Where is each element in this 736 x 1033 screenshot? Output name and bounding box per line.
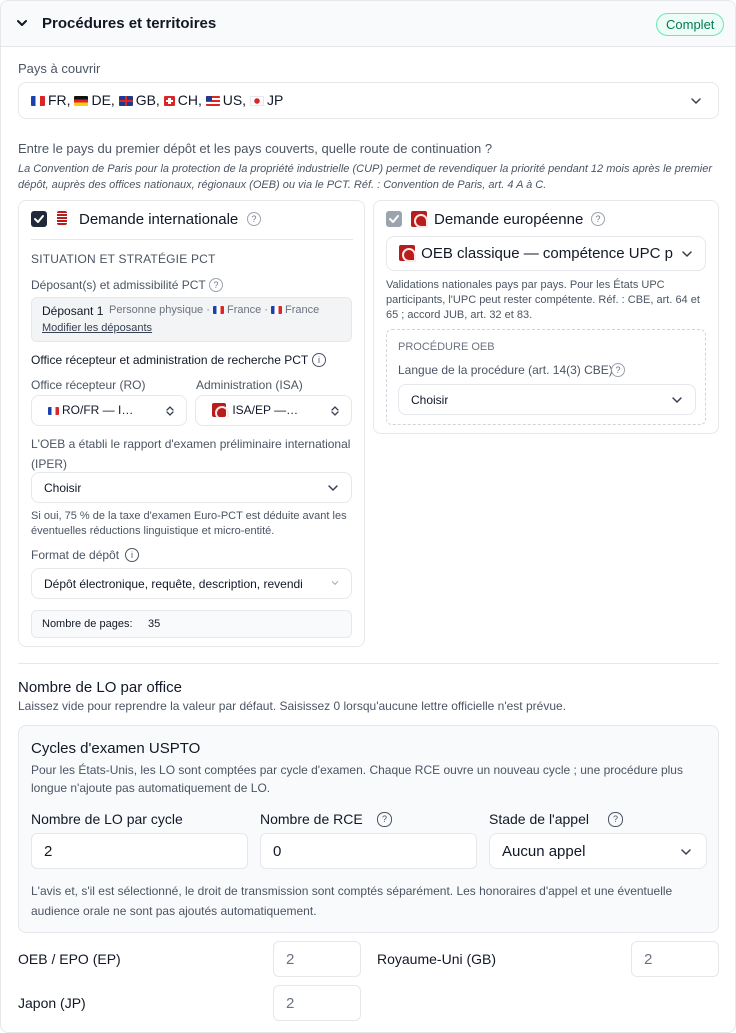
ro-label: Office récepteur (RO) bbox=[31, 378, 146, 392]
pages-value[interactable]: 35 bbox=[148, 618, 161, 630]
lang-value: Choisir bbox=[411, 393, 449, 407]
updown-icon bbox=[164, 405, 176, 417]
wipo-icon bbox=[57, 211, 67, 225]
pct-card bbox=[18, 200, 365, 647]
per-cycle-input[interactable] bbox=[31, 833, 248, 869]
appeal-label: Stade de l'appel bbox=[489, 811, 589, 827]
office-gb-label: Royaume-Uni (GB) bbox=[377, 951, 497, 967]
ep-route-select[interactable] bbox=[386, 236, 706, 271]
iper-label: L'OEB a établi le rapport d'examen préliminaire international (IPER) bbox=[31, 437, 351, 471]
office-jp-input[interactable] bbox=[273, 985, 361, 1021]
format-select[interactable] bbox=[31, 568, 352, 599]
updown-icon bbox=[329, 405, 341, 417]
ep-title: Demande européenne bbox=[434, 211, 584, 228]
chevron-down-icon bbox=[327, 482, 339, 494]
epo-logo-icon bbox=[212, 403, 226, 417]
ep-checkbox[interactable] bbox=[386, 211, 402, 227]
flag-ch-icon bbox=[164, 96, 175, 106]
ep-procedure-title: PROCÉDURE OEB bbox=[398, 341, 495, 353]
per-cycle-label: Nombre de LO par cycle bbox=[31, 811, 183, 827]
isa-select[interactable] bbox=[195, 395, 352, 426]
help-icon[interactable]: ? bbox=[611, 363, 625, 377]
country-de: DE, bbox=[74, 92, 114, 108]
chevron-down-icon bbox=[690, 95, 702, 107]
applicant-name: Déposant 1 bbox=[42, 304, 104, 318]
pct-section-title: SITUATION ET STRATÉGIE PCT bbox=[31, 252, 216, 266]
iper-select[interactable] bbox=[31, 472, 352, 503]
help-icon[interactable]: ? bbox=[209, 278, 223, 292]
flag-us-icon bbox=[206, 96, 220, 106]
country-us: US, bbox=[206, 92, 246, 108]
appeal-select[interactable] bbox=[489, 833, 707, 869]
rce-label: Nombre de RCE bbox=[260, 811, 363, 827]
applicants-label: Déposant(s) et admissibilité PCT bbox=[31, 278, 206, 292]
ro-select[interactable] bbox=[31, 395, 187, 426]
pages-field[interactable] bbox=[31, 610, 352, 638]
flag-fr-icon bbox=[271, 306, 282, 314]
chevron-down-icon bbox=[680, 846, 692, 858]
section-divider bbox=[18, 663, 719, 664]
office-jp-value: 2 bbox=[286, 995, 295, 1012]
route-question: Entre le pays du premier dépôt et les pays couverts, quelle route de continuation ? bbox=[18, 141, 493, 156]
country-fr: FR, bbox=[31, 92, 71, 108]
flag-de-icon bbox=[74, 96, 88, 106]
check-icon bbox=[386, 211, 402, 227]
format-value: Dépôt électronique, requête, description, revendi bbox=[44, 577, 303, 591]
ro-value: RO/FR — I… bbox=[48, 403, 133, 417]
status-badge: Complet bbox=[656, 13, 724, 36]
rce-value: 0 bbox=[273, 843, 282, 860]
ro-isa-label: Office récepteur et administration de recherche PCT bbox=[31, 353, 309, 367]
flag-fr-icon bbox=[48, 407, 59, 415]
route-note: La Convention de Paris pour la protection de la propriété industrielle (CUP) permet de revendiquer la priorité pendant 12 mois après le premier dépôt, auprès des offices nationaux, régionaux (OEB) ou via le PCT. Réf. : Convention de Paris, art. 4 A à C. bbox=[18, 163, 712, 191]
uspto-note: L'avis et, s'il est sélectionné, le droit de transmission sont comptés séparément. Les honoraires d'appel et une éventuelle audience orale ne sont pas ajoutés automatiquement. bbox=[31, 884, 673, 918]
ep-route-value: OEB classique — compétence UPC p bbox=[399, 245, 675, 262]
uspto-box bbox=[18, 725, 719, 933]
applicant-details: Personne physique · France · France bbox=[109, 304, 320, 316]
isa-label: Administration (ISA) bbox=[196, 378, 303, 392]
rce-input[interactable] bbox=[260, 833, 477, 869]
country-jp: JP bbox=[250, 92, 283, 108]
check-icon bbox=[31, 211, 47, 227]
ep-procedure-box bbox=[386, 329, 706, 425]
pages-label: Nombre de pages: bbox=[42, 618, 133, 630]
flag-fr-icon bbox=[213, 306, 224, 314]
chevron-down-icon bbox=[681, 248, 693, 260]
help-icon[interactable]: ? bbox=[608, 812, 623, 827]
lo-subtitle: Laissez vide pour reprendre la valeur par défaut. Saisissez 0 lorsqu'aucune lettre officielle n'est prévue. bbox=[18, 699, 567, 713]
help-icon[interactable]: ? bbox=[377, 812, 392, 827]
flag-jp-icon bbox=[250, 96, 264, 106]
office-ep-value: 2 bbox=[286, 951, 295, 968]
lang-select[interactable] bbox=[398, 384, 696, 415]
ep-card bbox=[373, 200, 719, 434]
help-icon[interactable]: ? bbox=[591, 212, 605, 226]
office-gb-value: 2 bbox=[644, 951, 653, 968]
iper-value: Choisir bbox=[44, 481, 82, 495]
panel-header[interactable] bbox=[1, 1, 735, 47]
help-icon[interactable]: ? bbox=[247, 212, 261, 226]
country-gb: GB, bbox=[119, 92, 160, 108]
info-icon[interactable]: i bbox=[125, 548, 139, 562]
ep-note: Validations nationales pays par pays. Pour les États UPC participants, l'UPC peut rester compétente. Réf. : CBE, art. 64 et 65 ; accord JUB, art. 32 et 83. bbox=[386, 279, 700, 321]
appeal-value: Aucun appel bbox=[502, 843, 586, 860]
divider bbox=[31, 239, 353, 240]
lang-label: Langue de la procédure (art. 14(3) CBE) bbox=[398, 363, 613, 377]
epo-logo-icon bbox=[399, 245, 415, 261]
iper-note: Si oui, 75 % de la taxe d'examen Euro-PCT est déduite avant les éventuelles réductions linguistique et micro-entité. bbox=[31, 510, 347, 537]
flag-gb-icon bbox=[119, 96, 133, 106]
chevron-down-icon bbox=[331, 579, 339, 587]
applicant-box bbox=[31, 297, 352, 342]
chevron-down-icon[interactable] bbox=[15, 16, 29, 30]
uspto-title: Cycles d'examen USPTO bbox=[31, 740, 201, 757]
country-ch: CH, bbox=[164, 92, 202, 108]
lo-title: Nombre de LO par office bbox=[18, 679, 182, 696]
office-ep-input[interactable] bbox=[273, 941, 361, 977]
chevron-down-icon bbox=[671, 394, 683, 406]
countries-value bbox=[31, 92, 283, 108]
pct-title: Demande internationale bbox=[79, 211, 239, 228]
epo-logo-icon bbox=[411, 211, 427, 227]
uspto-desc: Pour les États-Unis, les LO sont comptées par cycle d'examen. Chaque RCE ouvre un nouveau cycle ; une procédure plus longue n'ajoute pas automatiquement de LO. bbox=[31, 763, 683, 795]
office-jp-label: Japon (JP) bbox=[18, 995, 86, 1011]
flag-fr-icon bbox=[31, 96, 45, 106]
countries-label: Pays à couvrir bbox=[18, 61, 101, 76]
office-ep-label: OEB / EPO (EP) bbox=[18, 951, 121, 967]
isa-value: ISA/EP —… bbox=[212, 403, 298, 417]
panel-title: Procédures et territoires bbox=[42, 15, 217, 32]
modify-applicants-link[interactable]: Modifier les déposants bbox=[42, 322, 153, 334]
format-label: Format de dépôt bbox=[31, 548, 120, 562]
office-gb-input[interactable] bbox=[631, 941, 719, 977]
info-icon[interactable]: i bbox=[312, 353, 326, 367]
pct-checkbox[interactable] bbox=[31, 211, 47, 227]
countries-select[interactable] bbox=[18, 82, 719, 119]
per-cycle-value: 2 bbox=[44, 843, 53, 860]
